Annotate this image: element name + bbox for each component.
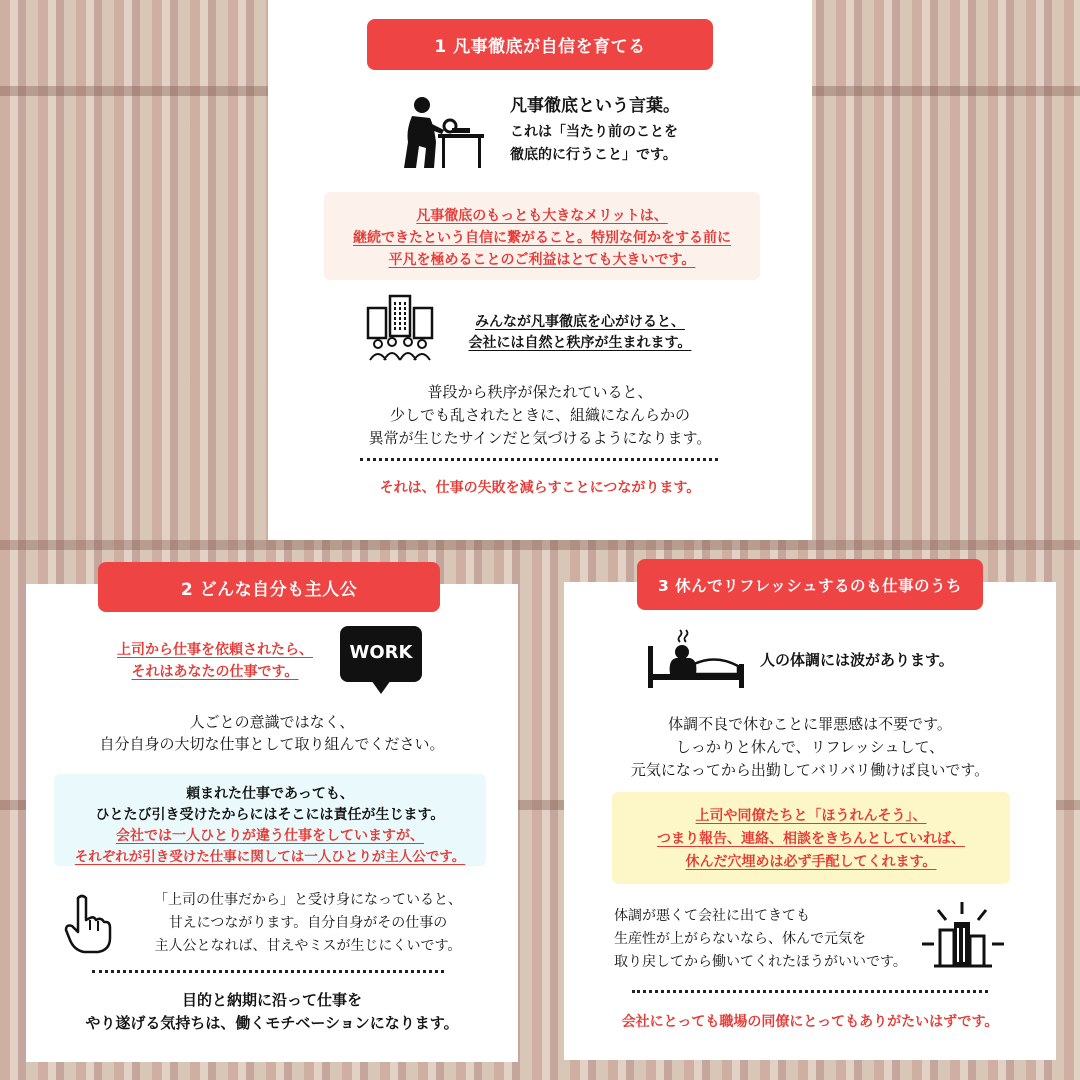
card1-body-line2: 少しでも乱されたときに、組織になんらかの bbox=[389, 406, 690, 424]
card2-box-line2: ひとたび引き受けたからにはそこには責任が生じます。 bbox=[95, 807, 445, 823]
card2-point-line3: 主人公となれば、甘えやミスが生じにくいです。 bbox=[154, 938, 462, 954]
card3-highlight-line3: 休んだ穴埋めは必ず手配してくれます。 bbox=[685, 854, 937, 870]
card3-heading: 人の体調には波があります。 bbox=[760, 651, 954, 669]
card1-highlight-line3: 平凡を極めることのご利益はとても大きいです。 bbox=[388, 252, 696, 268]
card3-productivity-line1: 体調が悪くて会社に出てきても bbox=[614, 908, 810, 924]
card3-dotted-divider bbox=[632, 990, 988, 993]
card1-title-tag: 1 凡事徹底が自信を育てる bbox=[367, 19, 713, 70]
card3-body-line1: 体調不良で休むことに罪悪感は不要です。 bbox=[668, 715, 952, 733]
card2-point-line2: 甘えにつながります。自分自身がその仕事の bbox=[168, 915, 448, 931]
card3-body-line2: しっかりと休んで、リフレッシュして、 bbox=[675, 738, 945, 756]
card1-order-line2: 会社には自然と秩序が生まれます。 bbox=[468, 335, 692, 351]
card1-highlight-line1: 凡事徹底のもっとも大きなメリットは、 bbox=[416, 208, 668, 224]
card2-body-line1: 人ごとの意識ではなく、 bbox=[189, 713, 355, 731]
card1-body-line3: 異常が生じたサインだと気づけるようになります。 bbox=[368, 429, 712, 447]
card1-dotted-divider bbox=[360, 458, 718, 461]
work-sign-icon bbox=[340, 626, 422, 698]
work-sign-label: WORK bbox=[349, 642, 413, 663]
card1-body-line1: 普段から秩序が保たれていると、 bbox=[427, 383, 653, 401]
card1-highlight-line2: 継続できたという自信に繋がること。特別な何かをする前に bbox=[353, 230, 731, 246]
card3-highlight-line2: つまり報告、連絡、相談をきちんとしていれば、 bbox=[657, 831, 965, 847]
card3-productivity-line3: 取り戻してから働いてくれたほうがいいです。 bbox=[614, 954, 907, 970]
pointing-hand-icon bbox=[64, 894, 114, 954]
card2-body-line2: 自分自身の大切な仕事として取り組んでください。 bbox=[99, 735, 445, 753]
card1-intro-line1: これは「当たり前のことを bbox=[510, 124, 678, 140]
card1-conclusion: それは、仕事の失敗を減らすことにつながります。 bbox=[379, 480, 701, 496]
card2-box-line3: 会社では一人ひとりが違う仕事をしていますが、 bbox=[116, 828, 424, 844]
card2-title-tag: 2 どんな自分も主人公 bbox=[98, 562, 440, 612]
card3-body-line3: 元気になってから出勤してバリバリ働けば良いです。 bbox=[630, 761, 990, 779]
company-building-icon bbox=[364, 294, 436, 362]
card3-highlight-line1: 上司や同僚たちと「ほうれんそう」、 bbox=[695, 808, 927, 824]
card2-dotted-divider bbox=[92, 970, 444, 973]
card2-box-line4: それぞれが引き受けた仕事に関しては一人ひとりが主人公です。 bbox=[74, 849, 466, 865]
card2-lead-line2: それはあなたの仕事です。 bbox=[131, 664, 299, 680]
card1-heading: 凡事徹底という言葉。 bbox=[510, 96, 680, 116]
card1-intro-line2: 徹底的に行うこと」です。 bbox=[510, 147, 677, 163]
card3-productivity-line2: 生産性が上がらないなら、休んで元気を bbox=[614, 931, 866, 947]
card2-lead-line1: 上司から仕事を依頼されたら、 bbox=[117, 642, 313, 658]
shelf-line bbox=[0, 540, 1080, 550]
card2-conclusion-line2: やり遂げる気持ちは、働くモチベーションになります。 bbox=[85, 1014, 459, 1032]
card1-order-line1: みんなが凡事徹底を心がけると、 bbox=[475, 314, 685, 330]
worker-at-desk-icon bbox=[394, 96, 486, 170]
card2-conclusion-line1: 目的と納期に沿って仕事を bbox=[181, 991, 362, 1009]
city-buildings-icon bbox=[918, 900, 1008, 968]
card2-box-line1: 頼まれた仕事であっても、 bbox=[186, 786, 354, 802]
sick-in-bed-icon bbox=[646, 626, 746, 690]
card2-point-line1: 「上司の仕事だから」と受け身になっていると、 bbox=[154, 892, 462, 908]
card3-title-tag: 3 休んでリフレッシュするのも仕事のうち bbox=[637, 559, 983, 610]
card3-conclusion: 会社にとっても職場の同僚にとってもありがたいはずです。 bbox=[621, 1014, 999, 1030]
